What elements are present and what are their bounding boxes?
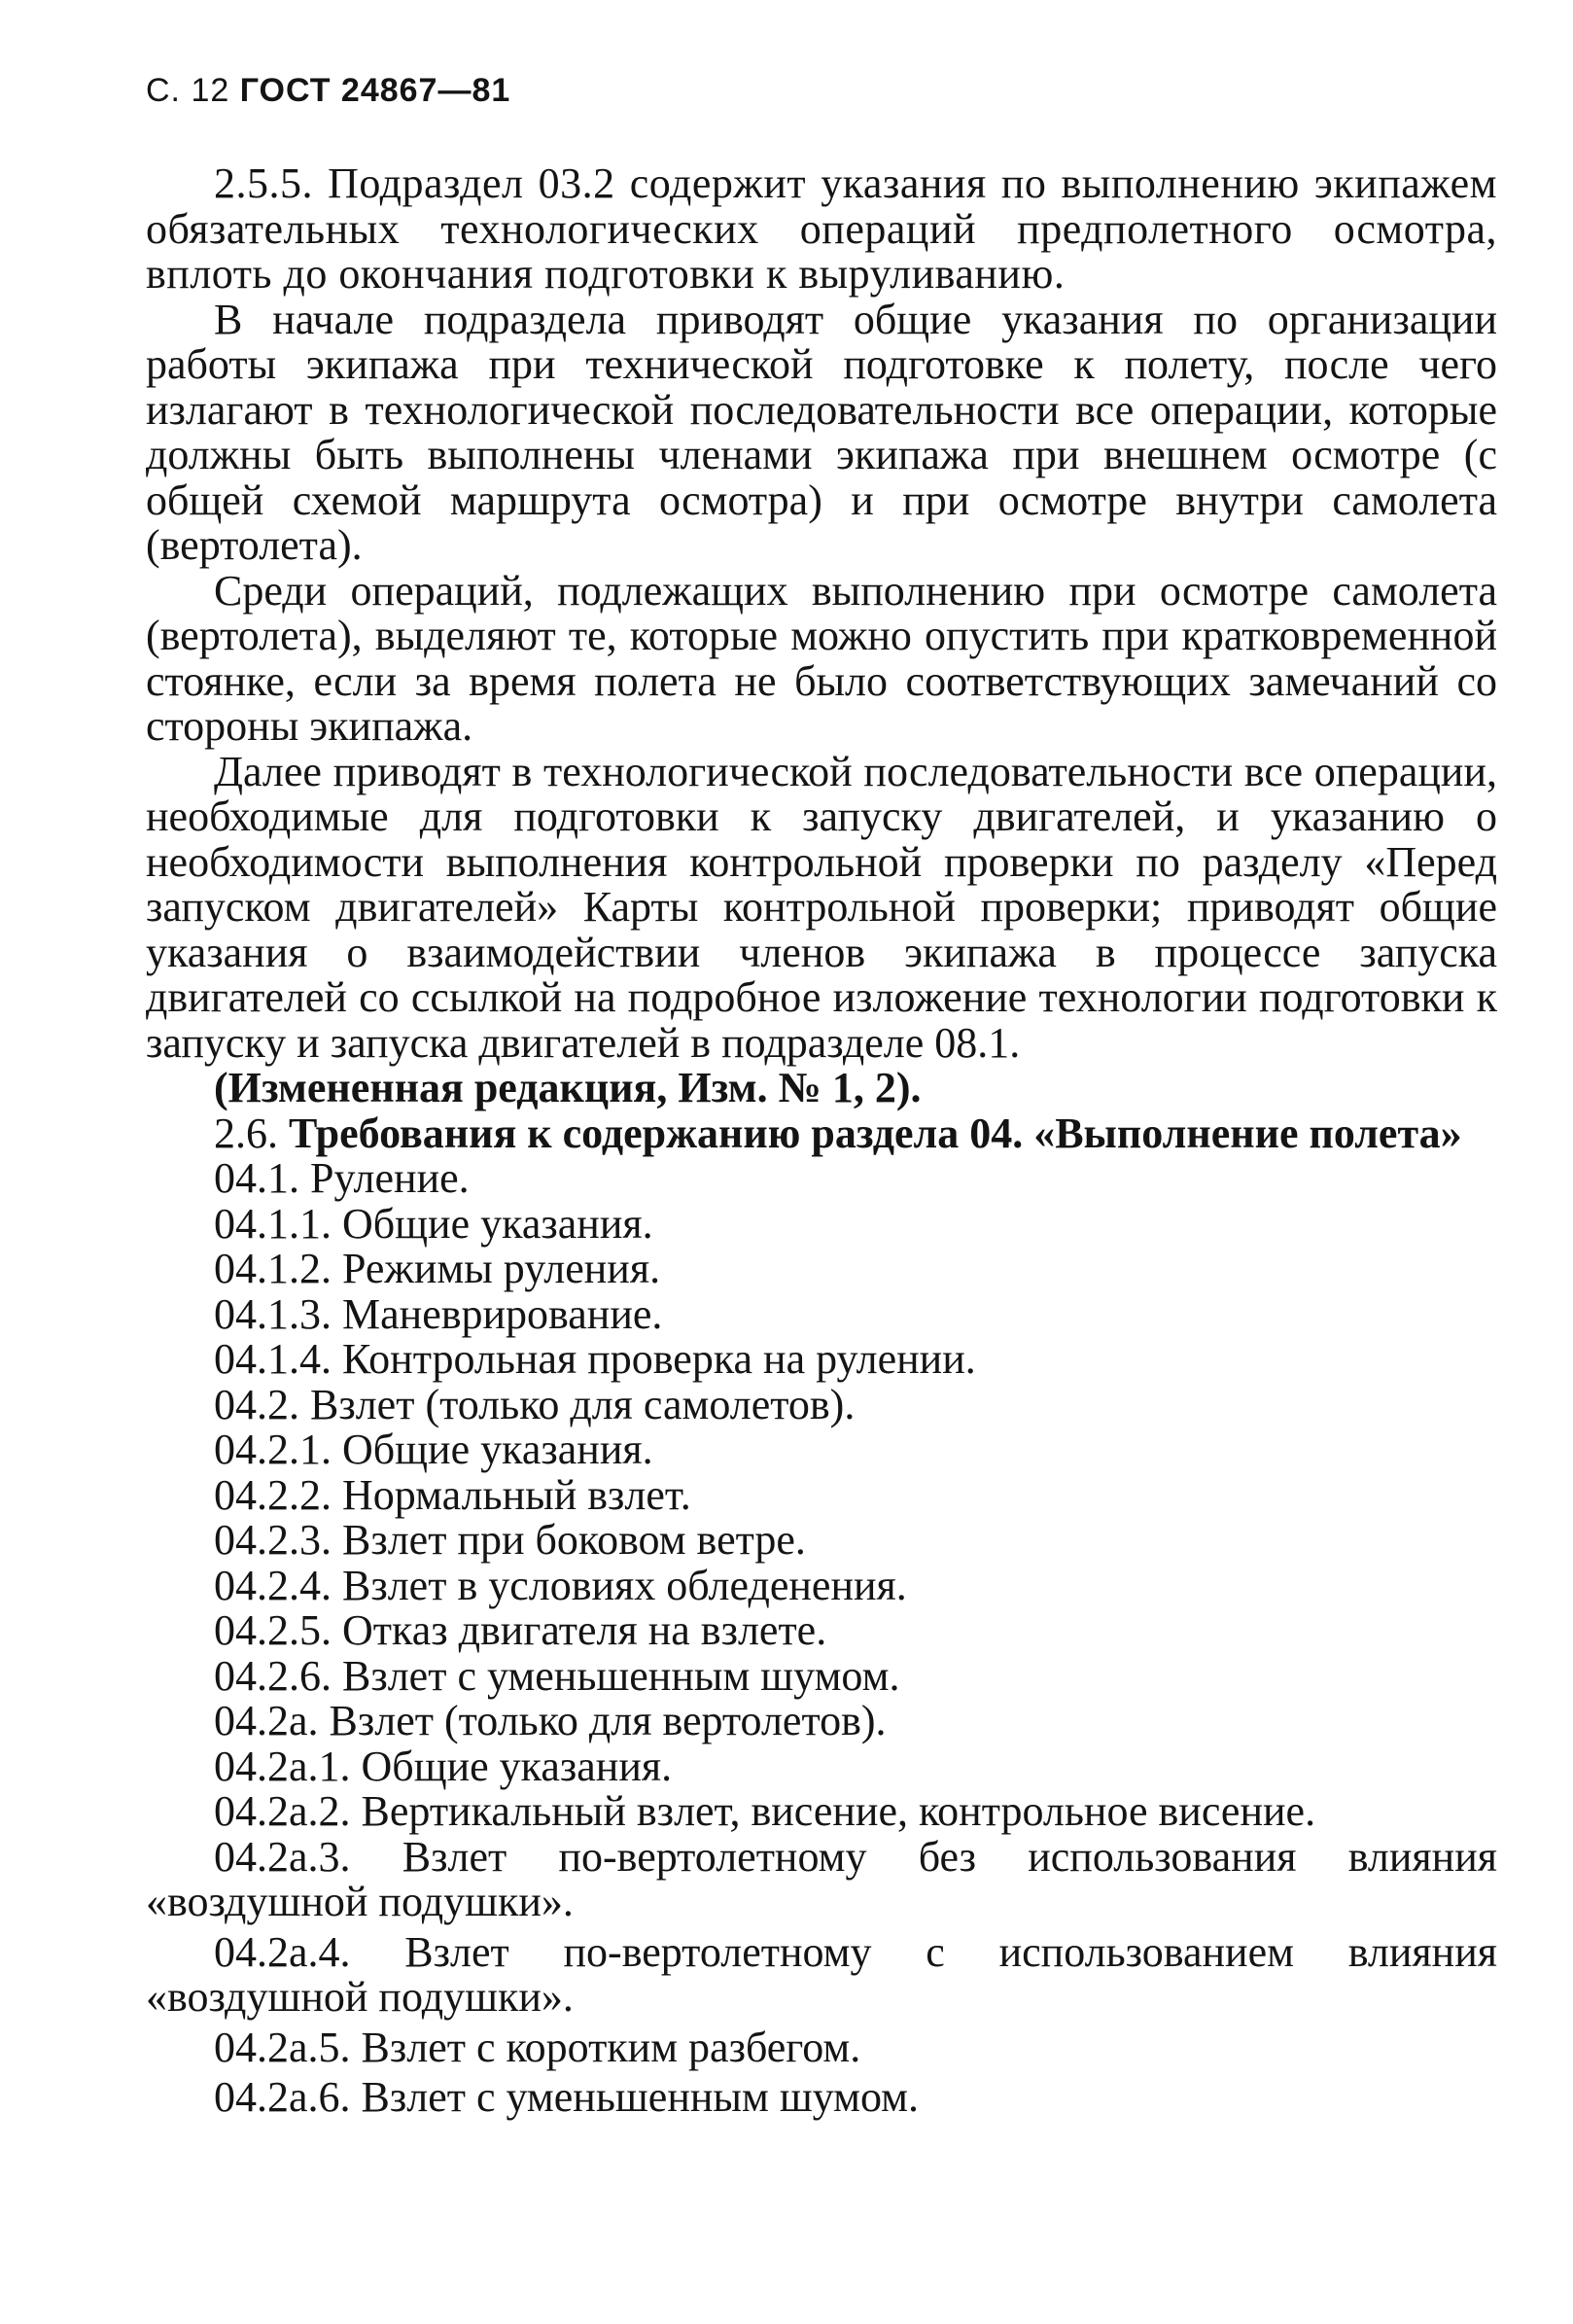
list-item: 04.1.1. Общие указания. (214, 1199, 653, 1248)
revision-note: (Измененная редакция, Изм. № 1, 2). (214, 1064, 922, 1111)
list-item: 04.2а.2. Вертикальный взлет, висение, контрольное висение. (214, 1787, 1316, 1835)
list-item: 04.1.3. Маневрирование. (214, 1289, 663, 1338)
list-item: 04.2.5. Отказ двигателя на взлете. (214, 1606, 827, 1654)
list-item: 04.1. Руление. (214, 1154, 470, 1202)
toc-list (146, 1156, 1497, 2121)
section-number: 2.6. (214, 1109, 278, 1157)
list-item: 04.2а.5. Взлет с коротким разбегом. (214, 2023, 861, 2071)
paragraph-2-5-5: 2.5.5. Подраздел 03.2 содержит указания по выполнению экипажем обязательных технологических операций предполетного осмотра, вплоть до окончания подготовки к выруливанию. (146, 159, 1497, 298)
list-item: 04.2а.1. Общие указания. (214, 1742, 673, 1790)
section-title: Требования к содержанию раздела 04. «Выполнение полета» (289, 1109, 1462, 1157)
paragraph-inspection-operations: Среди операций, подлежащих выполнению при осмотре самолета (вертолета), выделяют те, которые можно опустить при кратковременной стоянке, если за время полета не было соответствующих замечаний со стороны экипажа. (146, 566, 1497, 750)
list-item: 04.2. Взлет (только для самолетов). (214, 1380, 856, 1428)
list-item: 04.2.1. Общие указания. (214, 1426, 653, 1473)
section-heading-2-6 (146, 1111, 1497, 1157)
paragraph-engine-start: Далее приводят в технологической последовательности все операции, необходимые для подготовки к запуску двигателей, и указанию о необходимости выполнения контрольной проверки по разделу «Перед запуском двигателей» Карты контрольной проверки; приводят общие указания о взаимодействии членов экипажа в процессе запуска двигателей со ссылкой на подробное изложение технологии подготовки к запуску и запуска двигателей в подразделе 08.1. (146, 747, 1497, 1067)
document-page (146, 68, 1497, 2121)
list-item: 04.1.4. Контрольная проверка на рулении. (214, 1335, 976, 1383)
list-item: 04.2.6. Взлет с уменьшенным шумом. (214, 1651, 900, 1700)
list-item: 04.2.4. Взлет в условиях обледенения. (214, 1561, 907, 1609)
list-item: 04.2а.3. Взлет по-вертолетному без использования влияния «воздушной подушки». (146, 1832, 1497, 1925)
paragraph-section-intro: В начале подраздела приводят общие указания по организации работы экипажа при технической подготовке к полету, после чего излагают в технологической последовательности все операции, которые должны быть выполнены членами экипажа при внешнем осмотре (с общей схемой маршрута осмотра) и при осмотре внутри самолета (вертолета). (146, 295, 1497, 569)
list-item: 04.1.2. Режимы руления. (214, 1245, 661, 1292)
list-item: 04.2.2. Нормальный взлет. (214, 1470, 691, 1519)
list-item: 04.2а.4. Взлет по-вертолетному с использованием влияния «воздушной подушки». (146, 1927, 1497, 2021)
standard-code: ГОСТ 24867—81 (239, 72, 511, 109)
running-head (146, 68, 1497, 113)
list-item: 04.2а. Взлет (только для вертолетов). (214, 1697, 887, 1744)
list-item: 04.2а.6. Взлет с уменьшенным шумом. (214, 2073, 919, 2121)
list-item: 04.2.3. Взлет при боковом ветре. (214, 1516, 806, 1564)
page-label: С. 12 (146, 72, 230, 109)
